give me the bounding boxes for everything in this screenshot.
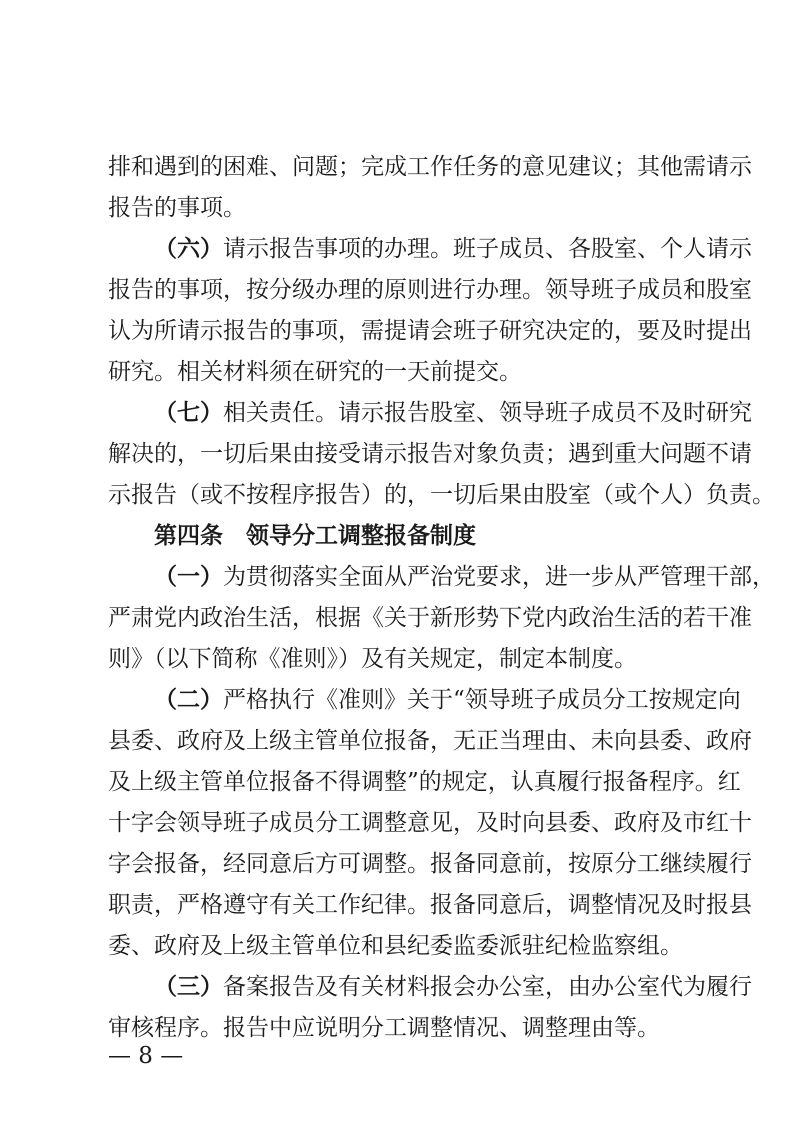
paragraph-item-7 bbox=[154, 393, 752, 433]
item-text: 请示报告事项的办理。班子成员、各股室、个人请示 bbox=[223, 236, 752, 262]
text-line: 审核程序。报告中应说明分工调整情况、调整理由等。 bbox=[108, 1015, 660, 1041]
item-number: （三） bbox=[154, 973, 223, 1000]
text-line: 认为所请示报告的事项，需提请会班子研究决定的，要及时提出 bbox=[108, 318, 752, 344]
item-text: 备案报告及有关材料报会办公室，由办公室代为履行 bbox=[223, 974, 752, 1000]
text-line: 则》（以下简称《准则》）及有关规定，制定本制度。 bbox=[108, 646, 637, 672]
text-line: 十字会领导班子成员分工调整意见，及时向县委、政府及市红十 bbox=[108, 810, 752, 836]
text-line: 报告的事项，按分级办理的原则进行办理。领导班子成员和股室 bbox=[108, 277, 752, 303]
text-line: 及上级主管单位报备不得调整”的规定，认真履行报备程序。红 bbox=[108, 769, 741, 795]
paragraph-item-3 bbox=[154, 967, 752, 1007]
text-line: 委、政府及上级主管单位和县纪委监委派驻纪检监察组。 bbox=[108, 933, 683, 959]
text-line: 研究。相关材料须在研究的一天前提交。 bbox=[108, 359, 522, 385]
item-number: （七） bbox=[154, 399, 223, 426]
item-text: 严格执行《准则》关于“领导班子成员分工按规定向 bbox=[223, 687, 741, 713]
item-text: 相关责任。请示报告股室、领导班子成员不及时研究 bbox=[223, 400, 752, 426]
section-heading: 第四条 领导分工调整报备制度 bbox=[154, 523, 476, 549]
text-line: 示报告（或不按程序报告）的，一切后果由股室（或个人）负责。 bbox=[108, 482, 775, 508]
text-line: 严肃党内政治生活，根据《关于新形势下党内政治生活的若干准 bbox=[108, 605, 752, 631]
item-number: （二） bbox=[154, 686, 223, 713]
text-line: 解决的，一切后果由接受请示报告对象负责；遇到重大问题不请 bbox=[108, 441, 752, 467]
paragraph-item-2 bbox=[154, 680, 741, 720]
text-line: 排和遇到的困难、问题；完成工作任务的意见建议；其他需请示 bbox=[108, 154, 752, 180]
item-number: （一） bbox=[154, 563, 223, 590]
text-line: 字会报备，经同意后方可调整。报备同意前，按原分工继续履行 bbox=[108, 851, 752, 877]
item-text: 为贯彻落实全面从严治党要求，进一步从严管理干部， bbox=[223, 564, 775, 590]
paragraph-item-6 bbox=[154, 229, 752, 269]
item-number: （六） bbox=[154, 235, 223, 262]
text-line: 报告的事项。 bbox=[108, 195, 246, 221]
paragraph-item-1 bbox=[154, 557, 775, 597]
page-number: — 8 — bbox=[108, 1043, 184, 1069]
text-line: 县委、政府及上级主管单位报备，无正当理由、未向县委、政府 bbox=[108, 728, 752, 754]
text-line: 职责，严格遵守有关工作纪律。报备同意后，调整情况及时报县 bbox=[108, 892, 752, 918]
